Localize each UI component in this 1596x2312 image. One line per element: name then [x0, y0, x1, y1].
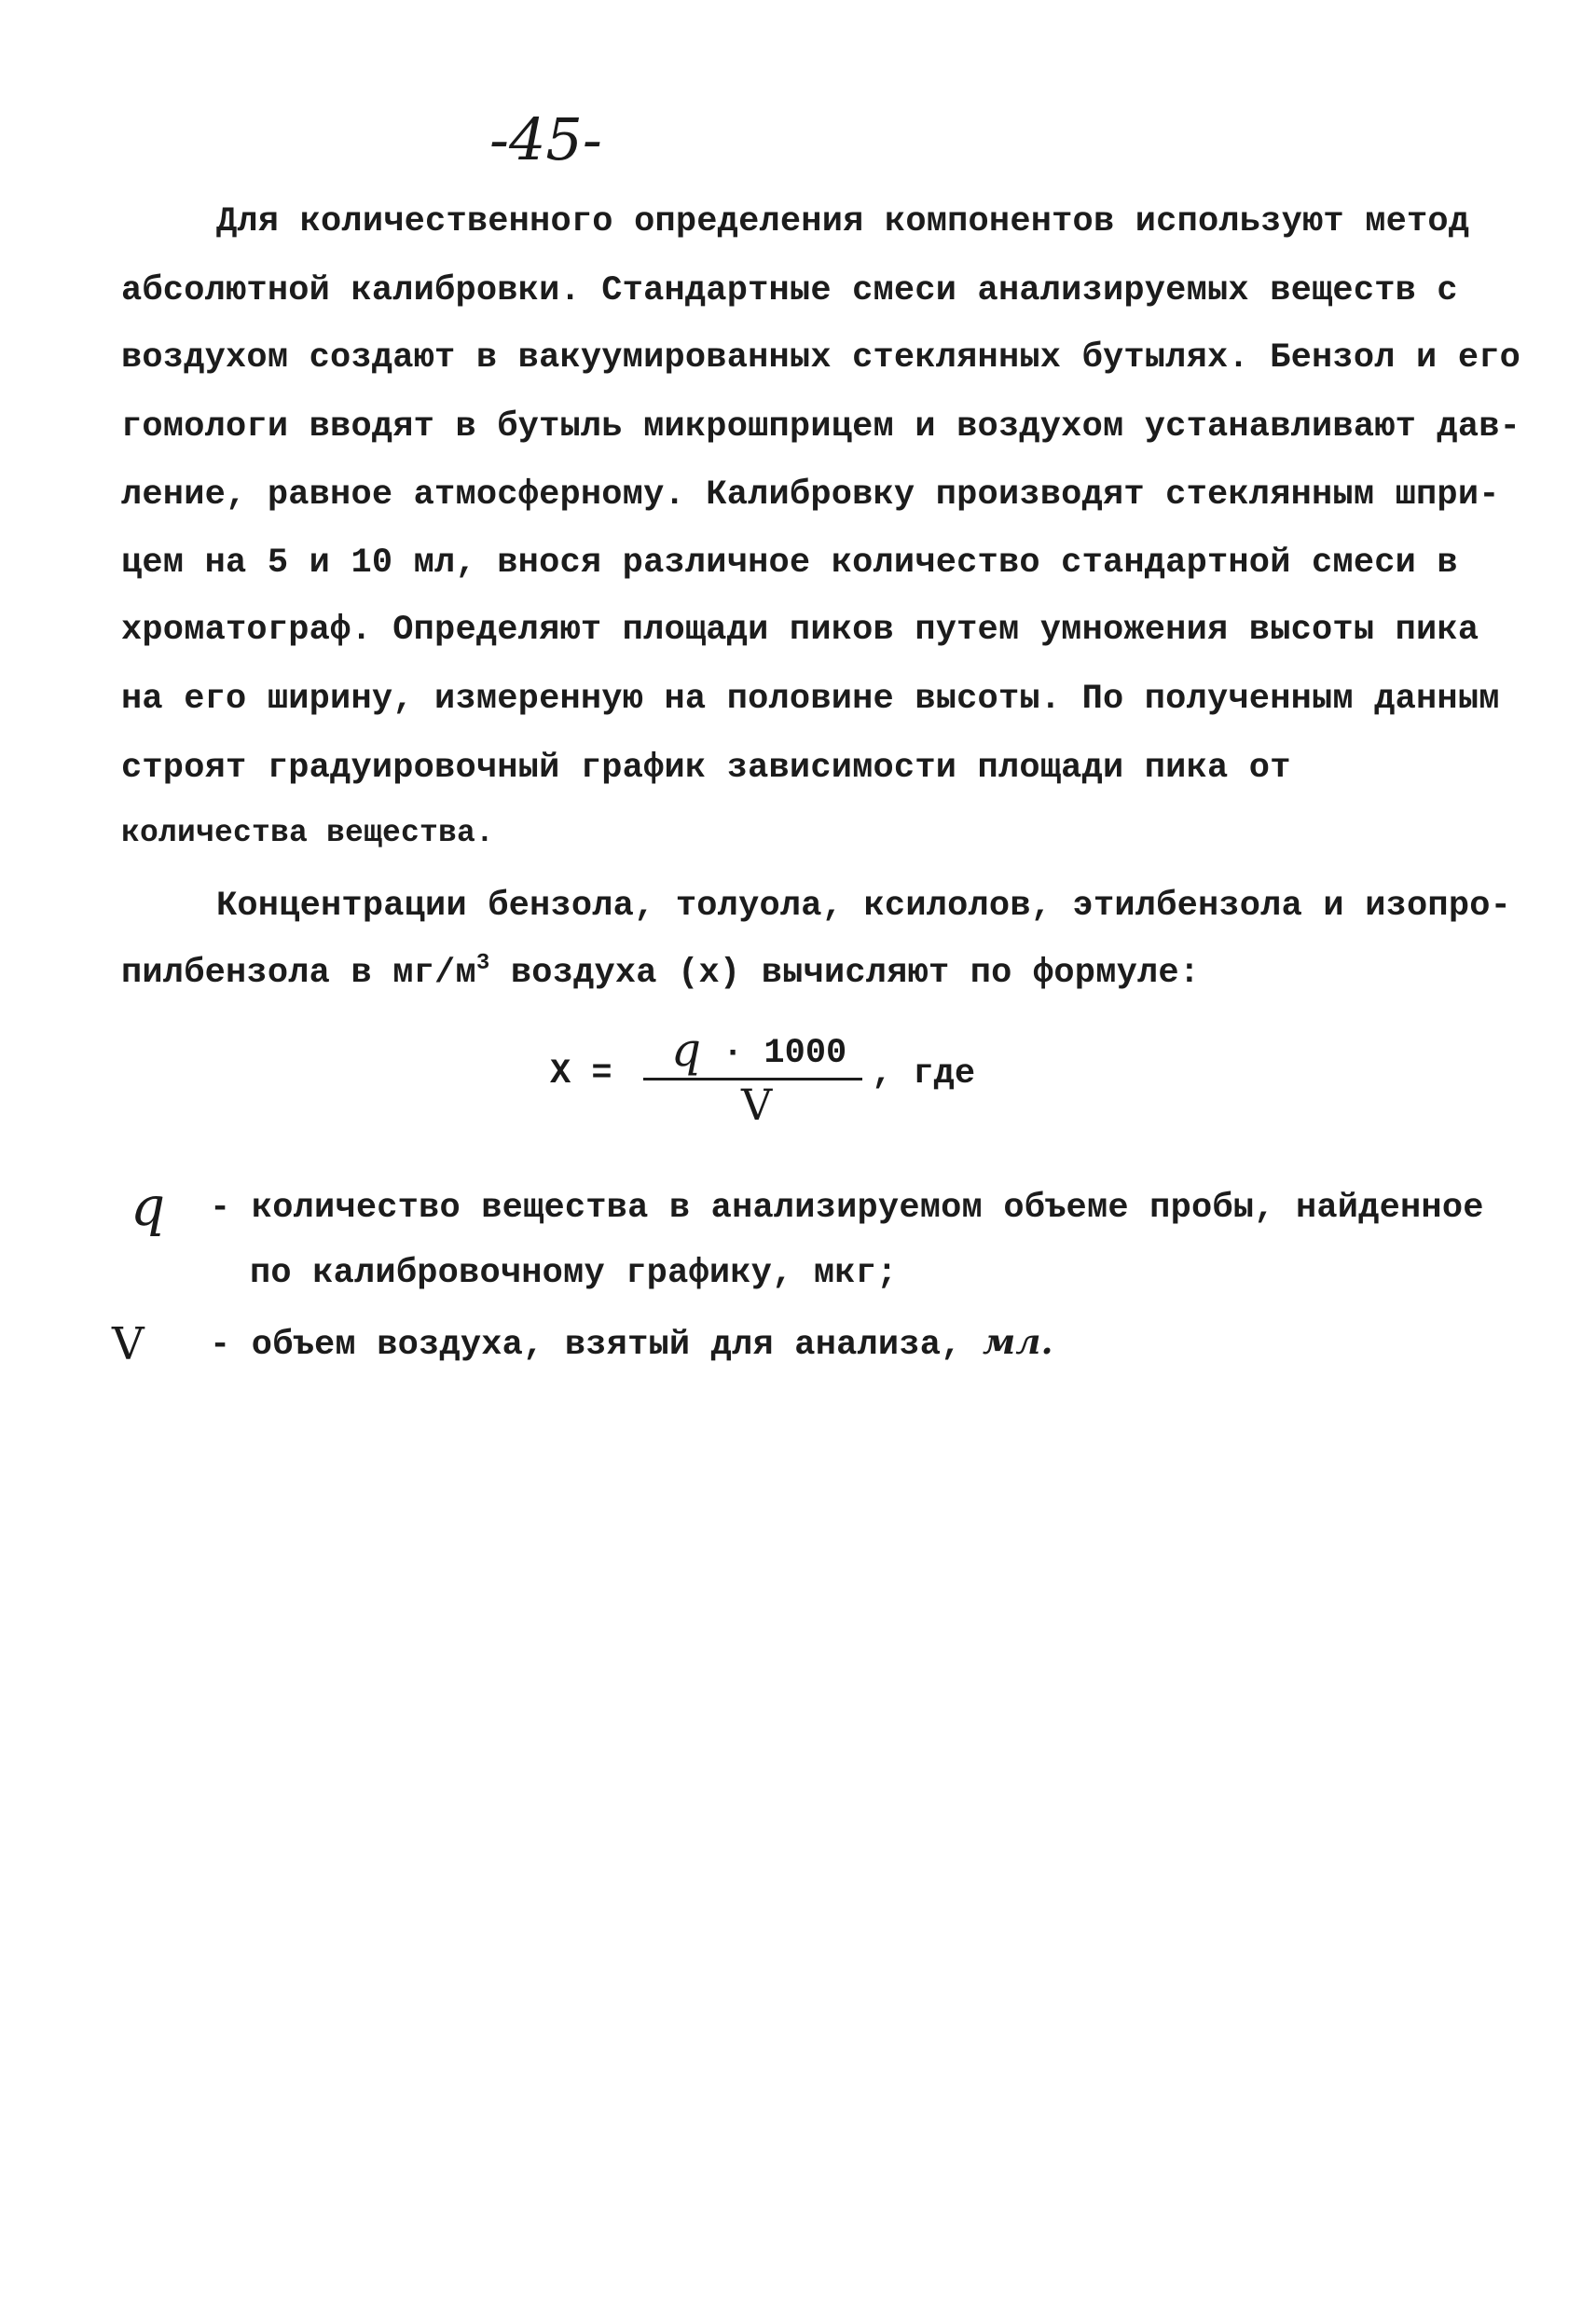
definition-symbol: q [131, 1175, 166, 1238]
paragraph-line: Для количественного определения компонентов используют метод [216, 202, 1470, 241]
paragraph-line: абсолютной калибровки. Стандартные смеси анализируемых веществ с [121, 271, 1458, 310]
paragraph-line: цем на 5 и 10 мл, внося различное количество стандартной смеси в [121, 544, 1458, 583]
definition-text-body: - объем воздуха, взятый для анализа, [210, 1326, 962, 1365]
formula-tail: , где [872, 1054, 976, 1094]
paragraph-line: хроматограф. Определяют площади пиков путем умножения высоты пика [121, 611, 1479, 650]
paragraph-line: Концентрации бензола, толуола, ксилолов, этилбензола и изопро- [216, 887, 1512, 926]
page-number: -45- [489, 105, 602, 173]
formula-lhs: X = [550, 1054, 612, 1094]
unit-label: мл. [982, 1321, 1053, 1362]
superscript-3: 3 [475, 951, 490, 976]
paragraph-line: воздухом создают в вакуумированных стеклянных бутылях. Бензол и его [121, 338, 1521, 378]
formula [550, 1024, 1035, 1135]
formula-numerator-symbol: q [671, 1023, 702, 1077]
paragraph-line: на его ширину, измеренную на половине высоты. По полученным данным [121, 680, 1500, 719]
definition-text: - количество вещества в анализируемом объеме пробы, найденное [210, 1189, 1484, 1228]
paragraph-line [121, 951, 1240, 996]
formula-numerator-text: · 1000 [722, 1034, 847, 1073]
line-text: воздуха (x) вычисляют по формуле: [489, 954, 1201, 993]
paragraph-line: ление, равное атмосферному. Калибровку производят стеклянным шпри- [121, 475, 1500, 515]
paragraph-line: гомологи вводят в бутыль микрошприцем и воздухом устанавливают дав- [121, 407, 1521, 447]
line-text: пилбензола в мг/м [121, 954, 476, 993]
definition-text [210, 1319, 1067, 1364]
definition-symbol: V [112, 1318, 144, 1370]
formula-denominator: V [741, 1080, 773, 1130]
paragraph-line: строят градуировочный график зависимости площади пика от [121, 749, 1291, 788]
definition-text: по калибровочному графику, мкг; [250, 1254, 898, 1293]
paragraph-line: количества вещества. [121, 816, 495, 850]
